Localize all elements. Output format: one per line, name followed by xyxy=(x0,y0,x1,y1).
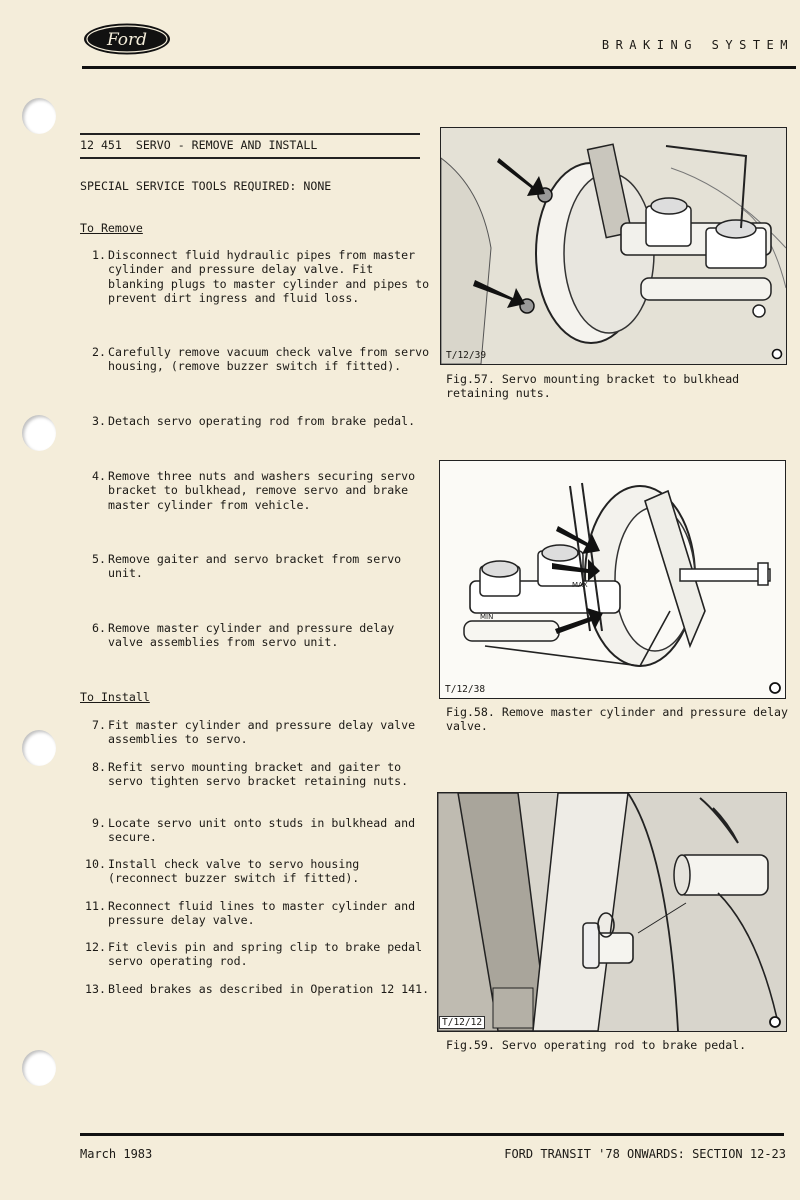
figure-59-operating-rod xyxy=(437,792,787,1032)
figure-58-reference: T/12/38 xyxy=(445,684,486,695)
circle-marker-icon xyxy=(771,348,783,360)
install-heading: To Install xyxy=(80,690,150,704)
remove-heading: To Remove xyxy=(80,221,143,235)
title-rule-bottom xyxy=(80,157,420,159)
figure-59-caption: Fig.59. Servo operating rod to brake pedal. xyxy=(446,1038,747,1052)
figure-59-reference: T/12/12 xyxy=(439,1016,485,1029)
special-tools: SPECIAL SERVICE TOOLS REQUIRED: NONE xyxy=(80,179,332,193)
circle-marker-icon xyxy=(768,1015,782,1029)
figure-58-caption: Fig.58. Remove master cylinder and pressure delay valve. xyxy=(446,705,789,734)
operation-title: 12 451 SERVO - REMOVE AND INSTALL xyxy=(80,138,318,152)
pedal-linkage-illustration xyxy=(438,793,786,1031)
section-header-title: BRAKING SYSTEM xyxy=(601,38,794,52)
footer-section: FORD TRANSIT '78 ONWARDS: SECTION 12-23 xyxy=(504,1147,786,1161)
footer-date: March 1983 xyxy=(80,1147,153,1161)
ford-logo xyxy=(82,22,172,56)
title-rule-top xyxy=(80,133,420,135)
punch-hole xyxy=(22,1050,56,1086)
circle-marker-icon xyxy=(768,681,782,695)
svg-text:MAX: MAX xyxy=(572,581,588,589)
figure-57-servo-bracket xyxy=(440,127,787,365)
punch-hole xyxy=(22,415,56,451)
punch-hole xyxy=(22,730,56,766)
manual-page: Ford BRAKING SYSTEM 12 451 SERVO - REMOVE AND INSTALL SPECIAL SERVICE TOOLS REQUIRED: NONE To Remove 1. Disconnect fluid hydraulic pipes from master cylinder and pressure delay valve. Fit blanking plugs to master cylinder and pipes to prevent dirt ingress and fluid loss. 2. Carefully remove vacuum check valve from servo housing, (remove buzzer switch if fitted). 3. Detach servo operating rod from brake pedal. 4. Remove three nuts and washers securing servo bracket to bulkhead, remove servo and brake master cylinder from vehicle. 5. Remove gaiter and servo bracket from servo unit. 6. Remove master cylinder and pressure delay valve assemblies from servo unit. To Install 7. Fit master cylinder and pressure delay valve assemblies to servo. 8. Refit servo mounting bracket and gaiter to servo tighten servo bracket retaining nuts. 9. Locate servo unit onto studs in bulkhead and secure. 10. Install check valve to servo housing (reconnect buzzer switch if fitted). 11. Reconnect fluid lines to master cylinder and pressure delay valve. 12. Fit clevis pin and spring clip to brake pedal servo operating rod. 13. Bleed brakes as described in Operation 12 141. T/12/39 Fig.57. Servo mounting bracket to bulkhead retaining nuts. MIN MAX T/12/38 Fig.58. Remove master cylinder and pressure delay valve. T/12/12 Fig.59. Servo operating rod to brake pedal. March 1983 FORD TRANSIT '78 ONWARDS: SECTION 12-23 xyxy=(0,0,800,1200)
figure-58-master-cylinder xyxy=(439,460,786,699)
servo-illustration xyxy=(441,128,786,364)
svg-text:Ford: Ford xyxy=(106,30,148,50)
footer-rule xyxy=(80,1133,784,1136)
figure-57-reference: T/12/39 xyxy=(446,350,487,361)
master-cylinder-illustration xyxy=(440,461,785,698)
figure-57-caption: Fig.57. Servo mounting bracket to bulkhead retaining nuts. xyxy=(446,372,740,401)
punch-hole xyxy=(22,98,56,134)
svg-text:MIN: MIN xyxy=(480,613,494,621)
header-rule xyxy=(82,66,796,69)
